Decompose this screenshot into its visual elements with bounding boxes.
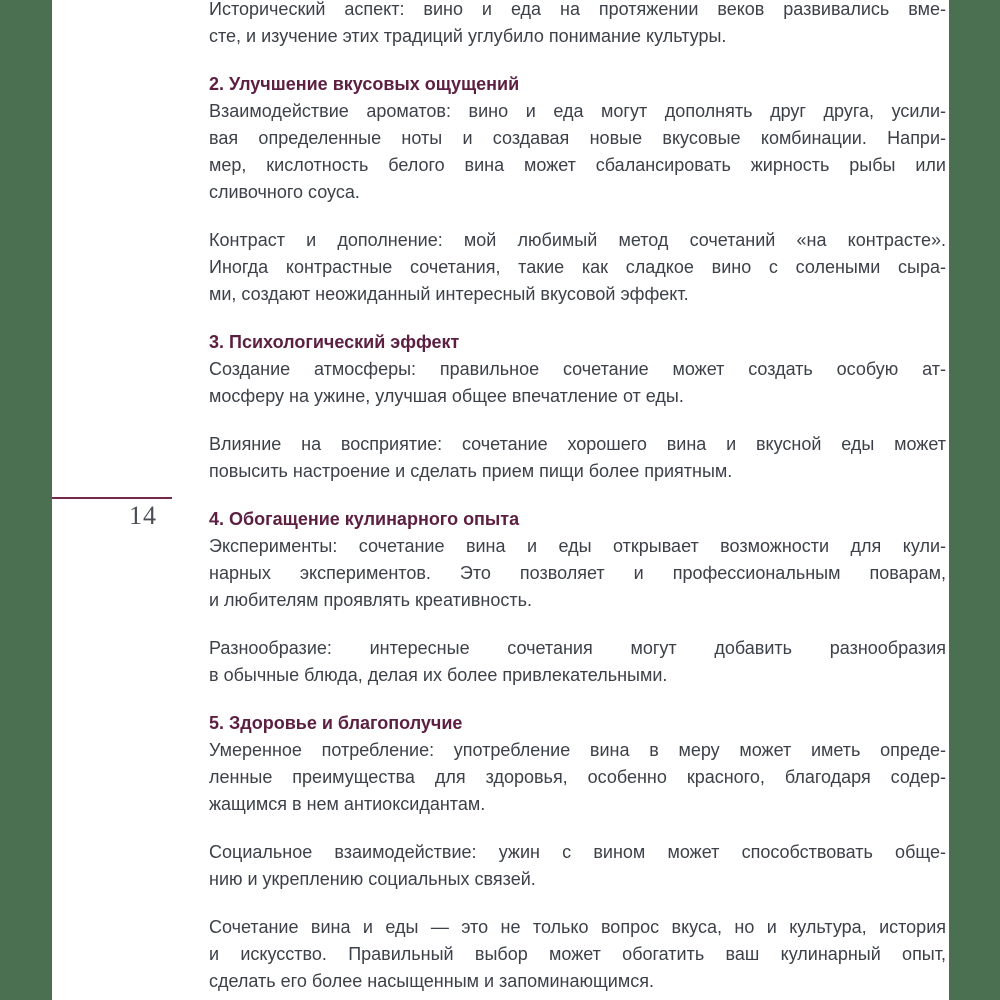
text-line: ленные преимущества для здоровья, особенно красного, благодаря содер- [209, 767, 946, 787]
paragraph-perception [209, 431, 946, 485]
text-line: нию и укреплению социальных связей. [209, 869, 536, 889]
paragraph-historical-aspect [209, 0, 946, 50]
heading-psychological-effect: 3. Психологический эффект [209, 332, 460, 352]
text-line: сливочного соуса. [209, 182, 360, 202]
text-line: сделать его более насыщенным и запоминающимся. [209, 971, 654, 991]
text-line: мосферу на ужине, улучшая общее впечатление от еды. [209, 386, 684, 406]
text-line: Умеренное потребление: употребление вина в меру может иметь опреде- [209, 740, 946, 760]
text-line: Контраст и дополнение: мой любимый метод сочетаний «на контрасте». [209, 230, 946, 250]
text-line: и любителям проявлять креативность. [209, 590, 532, 610]
text-line: Сочетание вина и еды — это не только вопрос вкуса, но и культура, история [209, 917, 946, 937]
paragraph-contrast [209, 227, 946, 308]
paragraph-experiments [209, 533, 946, 614]
text-line: Разнообразие: интересные сочетания могут добавить разнообразия [209, 638, 946, 658]
paragraph-variety [209, 635, 946, 689]
text-column [209, 0, 946, 1000]
text-line: Эксперименты: сочетание вина и еды открывает возможности для кули- [209, 536, 946, 556]
text-line: Социальное взаимодействие: ужин с вином может способствовать обще- [209, 842, 946, 862]
text-line: нарных экспериментов. Это позволяет и профессиональным поварам, [209, 563, 946, 583]
paragraph-moderate-consumption [209, 737, 946, 818]
page-number: 14 [129, 501, 157, 530]
paragraph-social-interaction [209, 839, 946, 893]
text-line: в обычные блюда, делая их более привлекательными. [209, 665, 668, 685]
text-line: Взаимодействие ароматов: вино и еда могут дополнять друг друга, усили- [209, 101, 946, 121]
heading-flavor-improvement: 2. Улучшение вкусовых ощущений [209, 74, 520, 94]
page-number-rule [52, 497, 172, 499]
text-line: Создание атмосферы: правильное сочетание может создать особую ат- [209, 359, 946, 379]
text-line: жащимся в нем антиоксидантам. [209, 794, 486, 814]
text-line: мер, кислотность белого вина может сбалансировать жирность рыбы или [209, 155, 946, 175]
text-line: Иногда контрастные сочетания, такие как сладкое вино с солеными сыра- [209, 257, 946, 277]
heading-culinary-enrichment: 4. Обогащение кулинарного опыта [209, 509, 520, 529]
text-line: вая определенные ноты и создавая новые вкусовые комбинации. Напри- [209, 128, 946, 148]
text-line: Исторический аспект: вино и еда на протяжении веков развивались вме- [209, 0, 946, 19]
text-line: и искусство. Правильный выбор может обогатить ваш кулинарный опыт, [209, 944, 946, 964]
paragraph-atmosphere [209, 356, 946, 410]
paragraph-aroma-interaction [209, 98, 946, 206]
text-line: ми, создают неожиданный интересный вкусовой эффект. [209, 284, 689, 304]
text-line: Влияние на восприятие: сочетание хорошего вина и вкусной еды может [209, 434, 946, 454]
heading-health-wellbeing: 5. Здоровье и благополучие [209, 713, 463, 733]
text-line: сте, и изучение этих традиций углубило понимание культуры. [209, 26, 727, 46]
paragraph-conclusion [209, 914, 946, 995]
text-line: повысить настроение и сделать прием пищи более приятным. [209, 461, 733, 481]
